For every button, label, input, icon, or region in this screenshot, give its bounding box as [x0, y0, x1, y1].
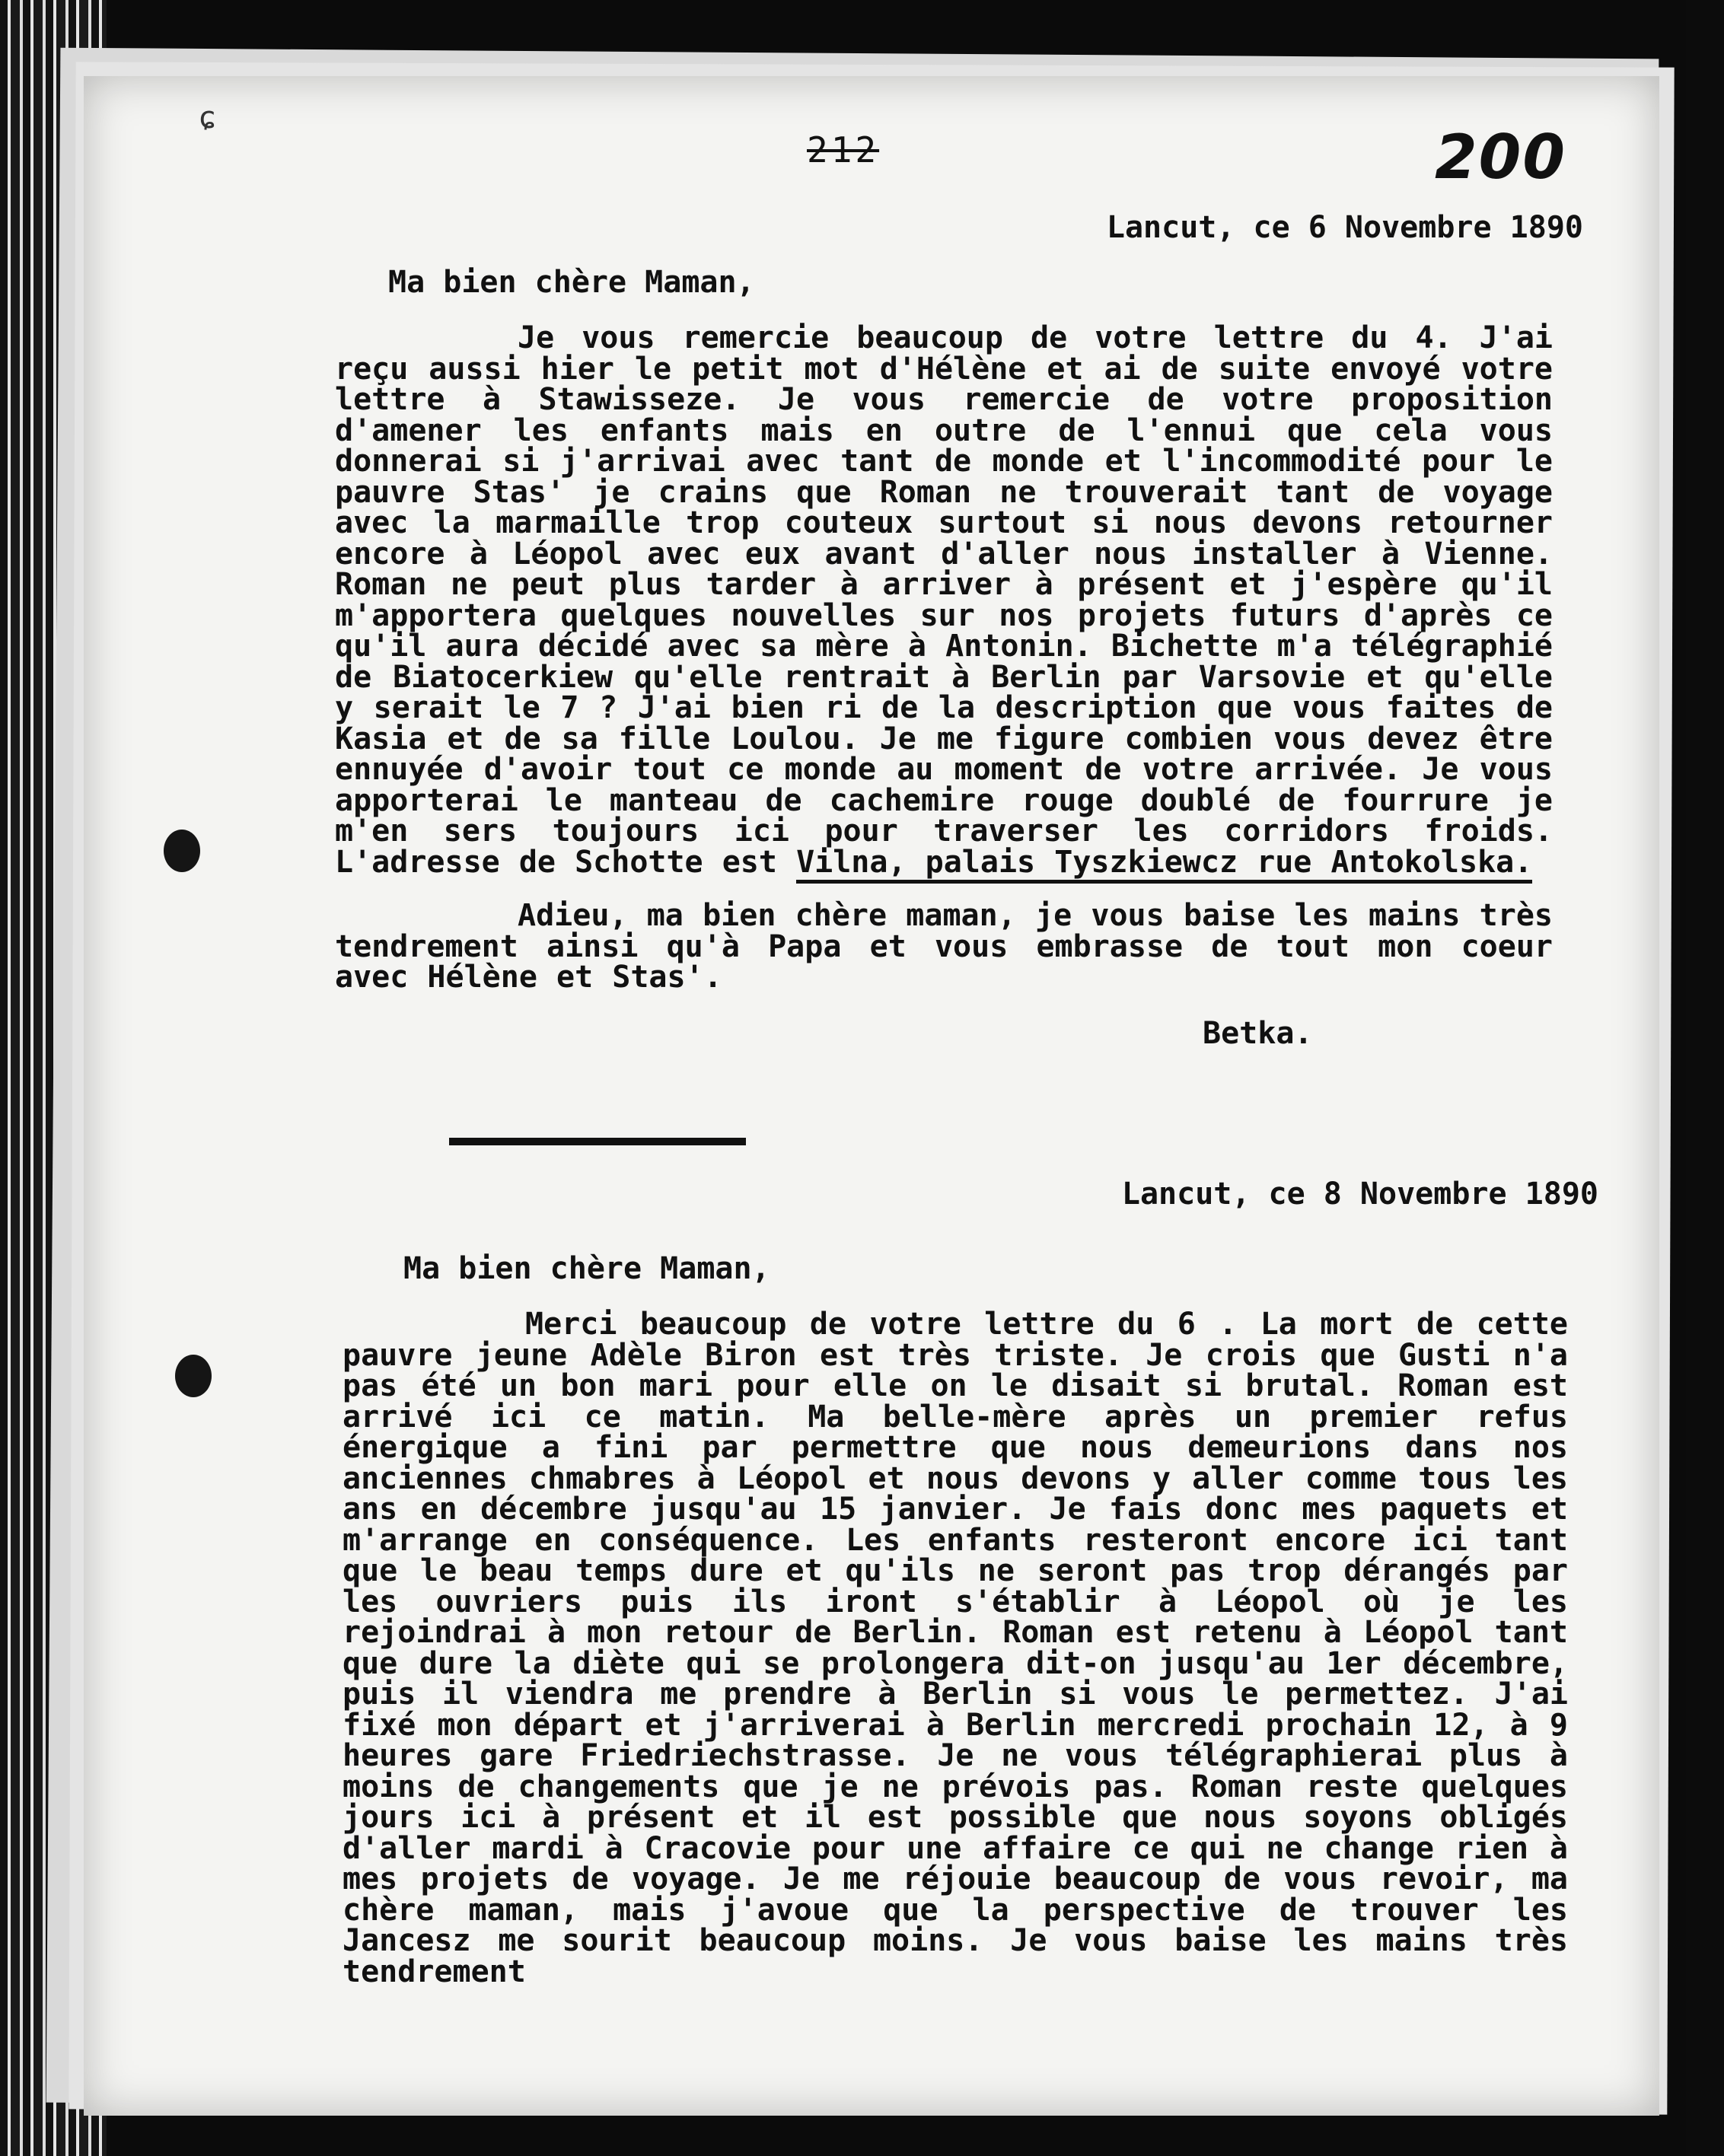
letter-separator: [449, 1138, 746, 1145]
letter-2-salutation: [236, 1247, 1724, 1291]
underlined-address: Vilna, palais Tyszkiewcz rue Antokolska.: [796, 845, 1532, 884]
letter-1-salutation-text: Ma bien chère Maman,: [388, 265, 755, 300]
letter-1-paragraph-2: [335, 900, 1553, 993]
letter-1: [335, 205, 1724, 1051]
handwritten-page-number: 200: [1435, 122, 1566, 193]
punch-hole-top: [164, 830, 200, 872]
letter-2-paragraph-1: [343, 1309, 1568, 1987]
letter-1-paragraph-2-text: Adieu, ma bien chère maman, je vous baise les mains très tendrement ainsi qu'à Papa et vous embrasse de tout mon coeur avec Hélène et Stas'.: [335, 898, 1553, 995]
letter-2-paragraph-1-text: Merci beaucoup de votre lettre du 6 . La mort de cette pauvre jeune Adèle Biron est très triste. Je crois que Gusti n'a pas été un bon mari pour elle on le disait si brutal. Roman est arrivé ici ce matin. Ma belle-mère après un premier refus énergique a fini par permettre que nous demeurions dans nos anciennes chmabres à Léopol et nous devons y aller comme tous les ans en décembre jusqu'au 15 janvier. Je fais donc mes paquets et m'arrange en conséquence. Les enfants resteront encore ici tant que le beau temps dure et qu'ils ne seront pas trop dérangés par les ouvriers puis ils iront s'établir à Léopol où je les rejoindrai à mon retour de Berlin. Roman est retenu à Léopol tant que dure la diète qui se prolongera dit-on jusqu'au 1er décembre, puis il viendra me prendre à Berlin si vous le permettez. J'ai fixé mon départ et j'arriverai à Berlin mercredi prochain 12, à 9 heures gare Friedriechstrasse. Je ne vous télégraphierai plus à moins de changements que je ne prévois pas. Roman reste quelques jours ici à présent et il est possible que nous soyons obligés d'aller mardi à Cracovie pour une affaire ce qui ne change rien à mes projets de voyage. Je me réjouie beaucoup de vous revoir, ma chère maman, mais j'avoue que la perspective de trouver les Jancesz me sourit beaucoup moins. Je vous baise les mains très tendrement: [343, 1307, 1568, 1989]
letter-2-dateline: Lancut, ce 8 Novembre 1890: [1121, 1177, 1598, 1212]
letter-1-paragraph-1-text: Je vous remercie beaucoup de votre lettre du 4. J'ai reçu aussi hier le petit mot d'Hélène et ai de suite envoyé votre lettre à Stawisseze. Je vous remercie de votre proposition d'amener les enfants mais en outre de l'ennui que cela vous donnerai si j'arrivai avec tant de monde et l'incommodité pour le pauvre Stas' je crains que Roman ne trouverait tant de voyage avec la marmaille trop couteux surtout si nous devons retourner encore à Léopol avec eux avant d'aller nous installer à Vienne. Roman ne peut plus tarder à arriver à présent et j'espère qu'il m'apportera quelques nouvelles sur nos projets futurs d'après ce qu'il aura décidé avec sa mère à Antonin. Bichette m'a télégraphié de Biatocerkiew qu'elle rentrait à Berlin par Varsovie et qu'elle y serait le 7 ? J'ai bien ri de la description que vous faites de Kasia et de sa fille Loulou. Je me figure combien vous devez être ennuyée d'avoir tout ce monde au moment de votre arrivée. Je vous apporterai le manteau de cachemire rouge doublé de fourrure je m'en sers toujours ici pour traverser les corridors froids. L'adresse de Schotte est: [335, 320, 1553, 880]
letter-1-signature: Betka.: [1203, 1015, 1313, 1051]
crossed-out-number: 212: [807, 129, 880, 170]
corner-mark: ɕ: [198, 100, 217, 135]
letter-1-paragraph-1: [335, 320, 1553, 880]
letter-1-dateline: Lancut, ce 6 Novembre 1890: [1106, 210, 1583, 245]
punch-hole-bottom: [175, 1355, 212, 1397]
letter-2: [343, 1172, 1724, 1989]
letter-2-salutation-text: Ma bien chère Maman,: [403, 1251, 770, 1286]
document-page: [84, 76, 1659, 2116]
letter-1-salutation: [221, 260, 1724, 304]
